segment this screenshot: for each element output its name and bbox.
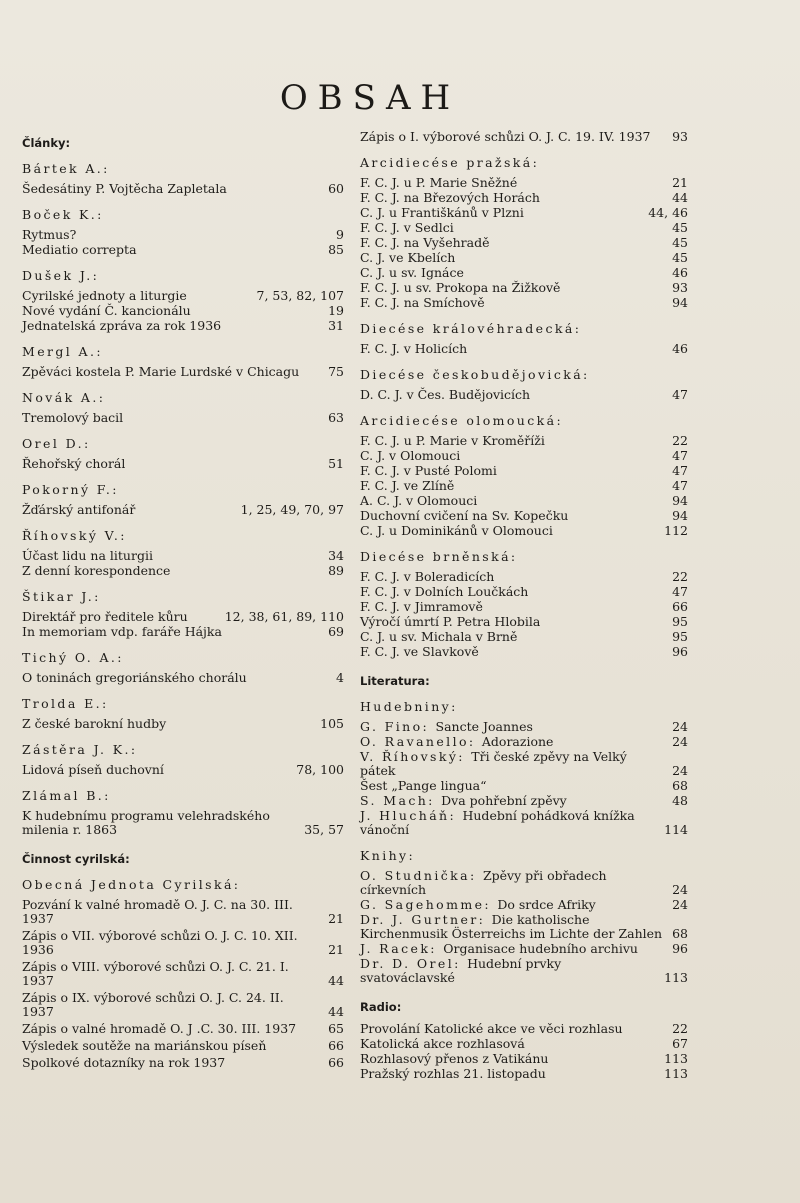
toc-entry [360, 281, 688, 295]
entry-title: J. Hlucháň: Hudební pohádková knížka vánoční [360, 808, 635, 837]
toc-entry [360, 957, 688, 985]
entry-title: Duchovní cvičení na Sv. Kopečku [360, 508, 569, 523]
entry-title: Účast lidu na liturgii [22, 548, 153, 563]
toc-entry [22, 671, 344, 685]
entry-title: Zápis o VIII. výborové schůzi O. J. C. 21. I. 1937 [22, 959, 289, 988]
entry-title: F. C. J. v Holicích [360, 341, 468, 356]
toc-entry [360, 236, 688, 250]
entry-pages: 22 [672, 569, 688, 584]
right-column [360, 130, 688, 1082]
entry-pages: 1, 25, 49, 70, 97 [240, 502, 344, 517]
toc-entry [360, 191, 688, 205]
entry-title: Výsledek soutěže na mariánskou píseň [22, 1038, 267, 1053]
entry-title: Lidová píseň duchovní [22, 762, 164, 777]
entry-title: Z denní korespondence [22, 563, 171, 578]
toc-entry [360, 869, 688, 897]
author-name: Pokorný F.: [22, 482, 119, 497]
toc-entry [360, 809, 688, 837]
entry-title: C. J. u sv. Ignáce [360, 265, 464, 280]
subsection-heading-obecna: Obecná Jednota Cyrilská: [22, 877, 241, 892]
entry-title: Pražský rozhlas 21. listopadu [360, 1066, 546, 1081]
entry-title: Tremolový bacil [22, 410, 124, 425]
entry-pages: 69 [328, 624, 344, 639]
entry-title: F. C. J. u sv. Prokopa na Žižkově [360, 280, 561, 295]
entry-pages: 7, 53, 82, 107 [256, 288, 344, 303]
entry-title: Provolání Katolické akce ve věci rozhlasu [360, 1021, 623, 1036]
entry-pages: 94 [672, 493, 688, 508]
diocese-name: Diecése českobudějovická: [360, 367, 590, 382]
toc-entry [360, 645, 688, 659]
left-column [22, 130, 344, 1073]
toc-entry [360, 898, 688, 912]
author-name: Zástěra J. K.: [22, 742, 138, 757]
entry-pages: 93 [672, 129, 688, 144]
toc-entry [22, 289, 344, 303]
entry-pages: 95 [672, 629, 688, 644]
author-name: Orel D.: [22, 436, 91, 451]
toc-entry [360, 570, 688, 584]
toc-entry [360, 630, 688, 644]
toc-entry [22, 1022, 344, 1036]
entry-pages: 60 [328, 181, 344, 196]
toc-entry [22, 763, 344, 777]
entry-title: Šest „Pange lingua“ [360, 778, 487, 793]
entry-title: A. C. J. v Olomouci [360, 493, 478, 508]
entry-pages: 67 [672, 1036, 688, 1051]
entry-pages: 66 [328, 1055, 344, 1070]
entry-title: C. J. u Františkánů v Plzni [360, 205, 524, 220]
diocese-name: Diecése královéhradecká: [360, 321, 582, 336]
entry-pages: 75 [328, 364, 344, 379]
diocese-list [360, 156, 688, 659]
toc-entry [22, 182, 344, 196]
entry-author: V. Říhovský: [360, 749, 472, 764]
entry-pages: 31 [328, 318, 344, 333]
entry-pages: 68 [672, 926, 688, 941]
toc-entry [360, 615, 688, 629]
author-name: Boček K.: [22, 207, 104, 222]
entry-title: O. Studnička: Zpěvy při obřadech církevních [360, 868, 607, 897]
entry-title: F. C. J. v Boleradicích [360, 569, 495, 584]
entry-title: O. Ravanello: Adorazione [360, 734, 554, 749]
toc-entry [360, 221, 688, 235]
toc-entry [22, 1056, 344, 1070]
toc-entry [22, 991, 344, 1019]
entry-title: F. C. J. v Jimramově [360, 599, 483, 614]
entry-pages: 44 [328, 1004, 344, 1019]
entry-title: K hudebnímu programu velehradského milenia r. 1863 [22, 808, 270, 837]
toc-entry [360, 434, 688, 448]
toc-entry [360, 342, 688, 356]
entry-pages: 45 [672, 220, 688, 235]
entry-author: O. Ravanello: [360, 734, 482, 749]
toc-entry [360, 449, 688, 463]
entry-pages: 24 [672, 897, 688, 912]
toc-entry [360, 585, 688, 599]
radio-list [360, 1022, 688, 1081]
toc-entry [360, 176, 688, 190]
subsection-heading-hudebniny: Hudebniny: [360, 699, 458, 714]
toc-entry [360, 913, 688, 941]
entry-pages: 113 [664, 1066, 688, 1081]
entry-title: F. C. J. u P. Marie v Kroměříži [360, 433, 545, 448]
entry-title: Cyrilské jednoty a liturgie [22, 288, 187, 303]
entry-pages: 113 [664, 1051, 688, 1066]
author-list [22, 162, 344, 837]
entry-pages: 47 [672, 584, 688, 599]
entry-title: Zápis o IX. výborové schůzi O. J. C. 24. II. 1937 [22, 990, 284, 1019]
author-name: Tichý O. A.: [22, 650, 124, 665]
entry-pages: 47 [672, 387, 688, 402]
entry-title: G. Fino: Sancte Joannes [360, 719, 533, 734]
toc-entry [22, 1039, 344, 1053]
author-name: Bártek A.: [22, 161, 110, 176]
entry-pages: 21 [672, 175, 688, 190]
entry-title: F. C. J. na Vyšehradě [360, 235, 490, 250]
entry-author: G. Sagehomme: [360, 897, 498, 912]
section-heading-clanky: Články: [22, 136, 71, 150]
toc-entry [22, 610, 344, 624]
toc-entry [360, 750, 688, 778]
toc-entry [360, 1052, 688, 1066]
toc-entry [360, 1037, 688, 1051]
entry-title: Šedesátiny P. Vojtěcha Zapletala [22, 181, 227, 196]
entry-pages: 66 [328, 1038, 344, 1053]
section-heading-literatura: Literatura: [360, 674, 430, 688]
entry-title: F. C. J. ve Slavkově [360, 644, 479, 659]
toc-entry [22, 503, 344, 517]
toc-entry [22, 319, 344, 333]
entry-pages: 47 [672, 463, 688, 478]
toc-entry [22, 243, 344, 257]
entry-title: Spolkové dotazníky na rok 1937 [22, 1055, 226, 1070]
entry-pages: 24 [672, 882, 688, 897]
toc-entry [360, 794, 688, 808]
entry-pages: 89 [328, 563, 344, 578]
toc-entry [360, 464, 688, 478]
entry-title: Katolická akce rozhlasová [360, 1036, 525, 1051]
entry-title: O toninách gregoriánského chorálu [22, 670, 247, 685]
subsection-heading-knihy: Knihy: [360, 848, 416, 863]
entry-author: G. Fino: [360, 719, 436, 734]
entry-pages: 24 [672, 763, 688, 778]
toc-entry [22, 564, 344, 578]
diocese-name: Arcidiecése pražská: [360, 155, 540, 170]
entry-pages: 94 [672, 508, 688, 523]
entry-title: Žďárský antifonář [22, 502, 136, 517]
entry-pages: 78, 100 [296, 762, 344, 777]
entry-pages: 51 [328, 456, 344, 471]
toc-entry [22, 304, 344, 318]
entry-pages: 63 [328, 410, 344, 425]
toc-entry [22, 625, 344, 639]
toc-entry [22, 929, 344, 957]
entry-pages: 35, 57 [304, 822, 344, 837]
entry-pages: 114 [664, 822, 688, 837]
entry-pages: 113 [664, 970, 688, 985]
entry-title: Mediatio correpta [22, 242, 137, 257]
diocese-name: Diecése brněnská: [360, 549, 518, 564]
entry-title: Zápis o I. výborové schůzi O. J. C. 19. IV. 1937 [360, 129, 651, 144]
entry-title: Řehořský chorál [22, 456, 126, 471]
entry-pages: 9 [336, 227, 344, 242]
entry-pages: 85 [328, 242, 344, 257]
entry-pages: 21 [328, 911, 344, 926]
toc-entry [360, 1067, 688, 1081]
entry-title: F. C. J. u P. Marie Sněžné [360, 175, 518, 190]
entry-author: Dr. J. Gurtner: [360, 912, 492, 927]
entry-pages: 12, 38, 61, 89, 110 [224, 609, 344, 624]
entry-title: G. Sagehomme: Do srdce Afriky [360, 897, 596, 912]
toc-entry [360, 388, 688, 402]
knihy-list [360, 869, 688, 985]
entry-pages: 45 [672, 250, 688, 265]
entry-title: In memoriam vdp. faráře Hájka [22, 624, 222, 639]
toc-entry [360, 206, 688, 220]
author-name: Dušek J.: [22, 268, 100, 283]
toc-entry [22, 960, 344, 988]
toc-entry [22, 365, 344, 379]
entry-title: Pozvání k valné hromadě O. J. C. na 30. III. 1937 [22, 897, 293, 926]
entry-title: Dr. D. Orel: Hudební prvky svatováclavské [360, 956, 562, 985]
author-name: Zlámal B.: [22, 788, 111, 803]
entry-pages: 96 [672, 644, 688, 659]
entry-title: Výročí úmrtí P. Petra Hlobila [360, 614, 541, 629]
entry-title: Z české barokní hudby [22, 716, 167, 731]
top-entry [360, 130, 688, 144]
entry-author: J. Hlucháň: [360, 808, 463, 823]
entry-title: F. C. J. v Pusté Polomi [360, 463, 497, 478]
entry-pages: 24 [672, 734, 688, 749]
author-name: Štikar J.: [22, 589, 101, 604]
entry-pages: 44 [672, 190, 688, 205]
entry-title: S. Mach: Dva pohřební zpěvy [360, 793, 567, 808]
entry-title: Zápis o VII. výborové schůzi O. J. C. 10. XII. 1936 [22, 928, 298, 957]
toc-entry [360, 509, 688, 523]
entry-pages: 44, 46 [648, 205, 688, 220]
toc-entry [360, 1022, 688, 1036]
author-name: Trolda E.: [22, 696, 109, 711]
entry-pages: 112 [664, 523, 688, 538]
entry-pages: 21 [328, 942, 344, 957]
entry-title: Dr. J. Gurtner: Die katholische Kirchenmusik Österreichs im Lichte der Zahlen [360, 912, 663, 941]
entry-title: F. C. J. v Dolních Loučkách [360, 584, 529, 599]
entry-pages: 19 [328, 303, 344, 318]
entry-pages: 68 [672, 778, 688, 793]
entry-title: V. Říhovský: Tři české zpěvy na Velký pátek [360, 749, 627, 778]
section-heading-radio: Radio: [360, 1000, 402, 1014]
author-name: Říhovský V.: [22, 528, 127, 543]
entry-pages: 65 [328, 1021, 344, 1036]
entry-title: F. C. J. v Sedlci [360, 220, 454, 235]
entry-pages: 105 [320, 716, 344, 731]
toc-entry [360, 942, 688, 956]
toc-entry [360, 296, 688, 310]
entry-title: F. C. J. na Smíchově [360, 295, 485, 310]
toc-entry [360, 130, 688, 144]
entry-author: S. Mach: [360, 793, 442, 808]
hudebniny-list [360, 720, 688, 837]
entry-title: F. C. J. ve Zlíně [360, 478, 455, 493]
toc-entry [22, 228, 344, 242]
entry-title: Rozhlasový přenos z Vatikánu [360, 1051, 549, 1066]
toc-entry [360, 720, 688, 734]
toc-entry [360, 494, 688, 508]
entry-author: O. Studnička: [360, 868, 483, 883]
entry-pages: 46 [672, 265, 688, 280]
section-heading-cinnost: Činnost cyrilská: [22, 852, 130, 866]
entry-title: C. J. u Dominikánů v Olomouci [360, 523, 553, 538]
entry-pages: 24 [672, 719, 688, 734]
entry-pages: 47 [672, 478, 688, 493]
toc-entry [22, 411, 344, 425]
entry-title: J. Racek: Organisace hudebního archivu [360, 941, 638, 956]
entry-pages: 4 [336, 670, 344, 685]
entry-author: J. Racek: [360, 941, 444, 956]
entry-title: F. C. J. na Březových Horách [360, 190, 540, 205]
entry-pages: 96 [672, 941, 688, 956]
toc-entry [360, 600, 688, 614]
entry-title: C. J. v Olomouci [360, 448, 461, 463]
entry-pages: 66 [672, 599, 688, 614]
entry-pages: 45 [672, 235, 688, 250]
entry-pages: 44 [328, 973, 344, 988]
entry-title: Zápis o valné hromadě O. J .C. 30. III. 1937 [22, 1021, 297, 1036]
toc-entry [22, 549, 344, 563]
toc-entry [22, 717, 344, 731]
toc-entry [360, 735, 688, 749]
page-title: OBSAH [279, 78, 461, 118]
entry-author: Dr. D. Orel: [360, 956, 468, 971]
entry-title: Direktář pro ředitele kůru [22, 609, 188, 624]
toc-entry [360, 524, 688, 538]
toc-entry [360, 479, 688, 493]
toc-entry [22, 898, 344, 926]
author-name: Mergl A.: [22, 344, 103, 359]
diocese-name: Arcidiecése olomoucká: [360, 413, 564, 428]
entry-pages: 34 [328, 548, 344, 563]
entry-title: Zpěváci kostela P. Marie Lurdské v Chicagu [22, 364, 300, 379]
entry-title: C. J. u sv. Michala v Brně [360, 629, 518, 644]
entry-pages: 94 [672, 295, 688, 310]
entry-pages: 46 [672, 341, 688, 356]
toc-entry [22, 809, 344, 837]
toc-entry [360, 251, 688, 265]
entry-title: Rytmus? [22, 227, 77, 242]
toc-entry [360, 266, 688, 280]
obecna-entry-list [22, 898, 344, 1070]
entry-pages: 22 [672, 433, 688, 448]
toc-entry [22, 457, 344, 471]
author-name: Novák A.: [22, 390, 106, 405]
entry-pages: 93 [672, 280, 688, 295]
entry-title: C. J. ve Kbelích [360, 250, 456, 265]
entry-pages: 95 [672, 614, 688, 629]
entry-title: Jednatelská zpráva za rok 1936 [22, 318, 222, 333]
entry-title: Nové vydání Č. kancionálu [22, 303, 191, 318]
entry-pages: 47 [672, 448, 688, 463]
entry-pages: 22 [672, 1021, 688, 1036]
entry-title: D. C. J. v Čes. Budějovicích [360, 387, 531, 402]
entry-pages: 48 [672, 793, 688, 808]
toc-entry [360, 779, 688, 793]
